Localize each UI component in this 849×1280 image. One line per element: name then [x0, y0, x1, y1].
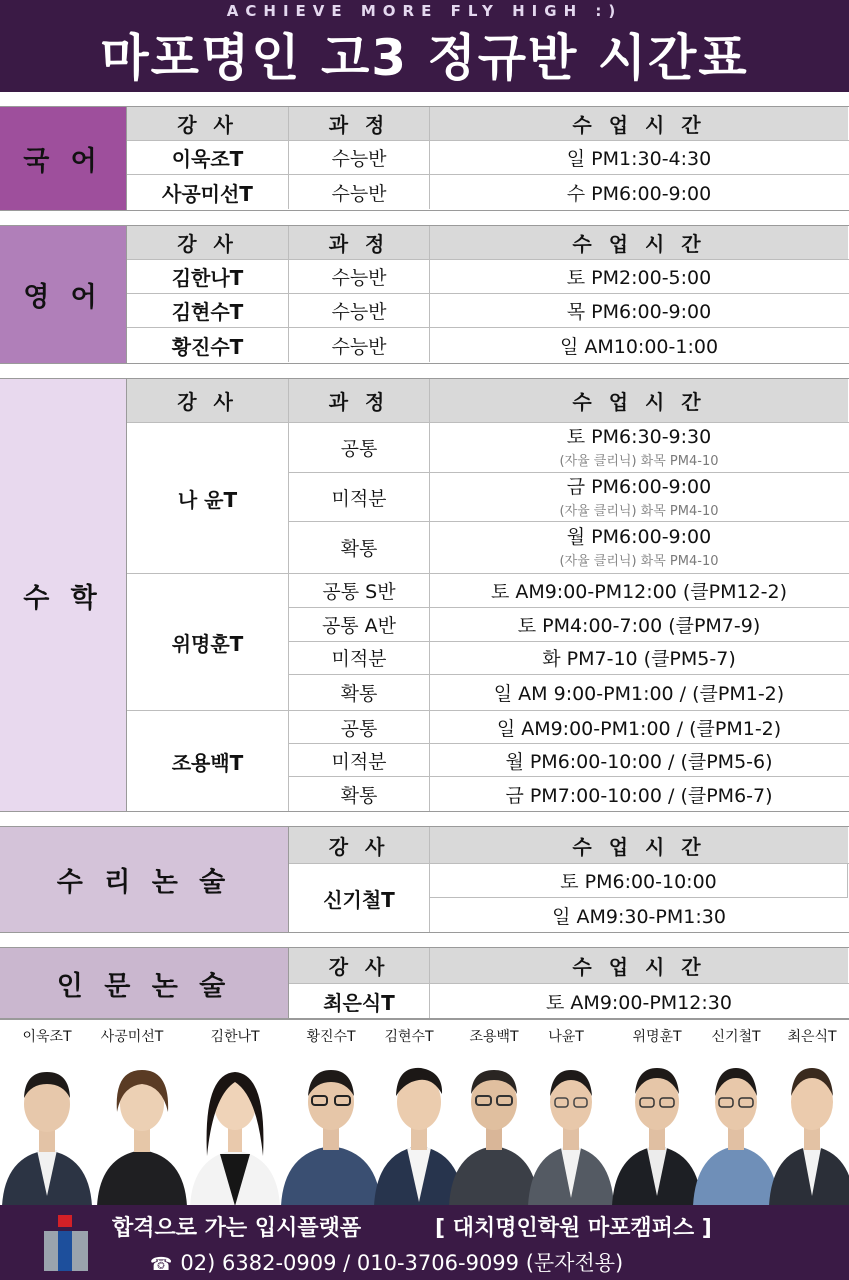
person-icon [0, 1046, 97, 1206]
teacher-photos [0, 1019, 849, 1205]
teacher-photo [289, 1020, 373, 1206]
class-time: 일 AM9:30-PM1:30 [552, 905, 726, 928]
section-korean [0, 106, 849, 211]
subject-korean: 국 어 [0, 107, 127, 210]
class-time: 토 PM6:00-10:00 [430, 864, 848, 898]
section-humanities-essay [0, 947, 849, 1019]
class-time: 토 AM9:00-PM12:00 (클PM12-2) [490, 580, 788, 603]
class-time: 월 PM6:00-10:00 / (클PM5-6) [505, 750, 773, 773]
subject-math-essay: 수 리 논 술 [0, 827, 289, 932]
table-row [289, 984, 849, 1018]
math-group [127, 423, 849, 574]
course-name: 확통 [289, 675, 430, 710]
teacher-photo-name: 이욱조T [22, 1029, 72, 1045]
course-name: 공통 [289, 423, 430, 472]
humanities-essay-table [289, 948, 849, 1018]
math-table [127, 379, 849, 811]
class-time: 토 PM4:00-7:00 (클PM7-9) [517, 614, 761, 637]
footer-phone [150, 1247, 623, 1277]
header-course: 과 정 [289, 226, 430, 259]
course-name: 확통 [289, 522, 430, 573]
table-row [289, 642, 849, 676]
teacher-photo [367, 1020, 451, 1206]
class-time-main: 월 PM6:00-9:00 [566, 526, 712, 549]
section-english [0, 225, 849, 364]
teacher-photo-name: 김한나T [210, 1029, 260, 1045]
class-time: 일 AM9:00-PM1:00 / (클PM1-2) [496, 717, 782, 740]
subject-english: 영 어 [0, 226, 127, 363]
header-time: 수 업 시 간 [430, 107, 848, 140]
course-name: 공통 [289, 711, 430, 743]
table-row [289, 675, 849, 710]
teacher-name: 황진수T [127, 328, 289, 362]
subject-humanities-essay: 인 문 논 술 [0, 948, 289, 1018]
header-teacher: 강 사 [289, 827, 430, 863]
teacher-photo [90, 1020, 174, 1206]
teacher-photo-name: 조용백T [469, 1029, 519, 1045]
teacher-photo-name: 신기철T [711, 1029, 761, 1045]
course-name: 공통 A반 [289, 608, 430, 641]
tagline: ACHIEVE MORE FLY HIGH :) [226, 2, 623, 20]
class-time: 토 PM2:00-5:00 [566, 267, 712, 289]
person-icon [767, 1046, 849, 1206]
table-row [289, 423, 849, 473]
clinic-note: (자율 클리닉) 화목 PM4-10 [559, 453, 719, 469]
page-title: 마포명인 고3 정규반 시간표 [100, 29, 749, 87]
table-row [127, 328, 849, 362]
class-time-main: 금 PM6:00-9:00 [566, 475, 712, 498]
teacher-photo-name: 최은식T [787, 1029, 837, 1045]
header-banner [0, 0, 849, 92]
class-time: 일 AM10:00-1:00 [559, 335, 719, 358]
person-icon [526, 1046, 616, 1206]
teacher-name: 김현수T [127, 294, 289, 327]
teacher-name: 김한나T [127, 260, 289, 293]
footer-banner [0, 1205, 849, 1280]
teacher-photo-name: 나윤T [548, 1029, 584, 1045]
footer-slogan: 합격으로 가는 입시플랫폼 [112, 1216, 362, 1241]
table-row [289, 744, 849, 777]
clinic-note: (자율 클리닉) 화목 PM4-10 [559, 503, 719, 519]
teacher-photo-name: 김현수T [384, 1029, 434, 1045]
clinic-note: (자율 클리닉) 화목 PM4-10 [559, 554, 719, 570]
math-group [127, 711, 849, 811]
class-time: 수 PM6:00-9:00 [566, 182, 712, 205]
person-icon [185, 1046, 285, 1206]
subject-math: 수 학 [0, 379, 127, 811]
teacher-photo-name: 사공미선T [100, 1029, 164, 1045]
teacher-photo-name: 위명훈T [632, 1029, 682, 1045]
header-teacher: 강 사 [127, 379, 289, 422]
course-name: 수능반 [289, 260, 430, 293]
math-group [127, 574, 849, 711]
teacher-name: 사공미선T [127, 175, 289, 209]
footer-campus: [ 대치명인학원 마포캠퍼스 ] [435, 1216, 712, 1241]
teacher-photo [524, 1020, 608, 1206]
teacher-name: 이욱조T [127, 141, 289, 174]
class-time [430, 473, 848, 522]
class-time [430, 522, 848, 573]
table-row [289, 473, 849, 523]
teacher-name: 신기철T [289, 864, 430, 932]
course-name: 미적분 [289, 744, 430, 776]
table-row [127, 141, 849, 175]
teacher-photo [694, 1020, 778, 1206]
course-name: 수능반 [289, 141, 430, 174]
korean-table [127, 107, 849, 210]
course-name: 수능반 [289, 328, 430, 362]
header-teacher: 강 사 [127, 226, 289, 259]
english-table [127, 226, 849, 363]
course-name: 수능반 [289, 294, 430, 327]
class-time: 토 AM9:00-PM12:30 [546, 991, 732, 1014]
teacher-name: 위명훈T [127, 574, 289, 710]
table-row [289, 574, 849, 608]
course-name: 공통 S반 [289, 574, 430, 607]
class-time: 화 PM7-10 (클PM5-7) [542, 648, 736, 671]
header-time: 수 업 시 간 [430, 827, 848, 863]
section-math-essay [0, 826, 849, 933]
header-teacher: 강 사 [289, 948, 430, 983]
class-time: 금 PM7:00-10:00 / (클PM6-7) [505, 784, 773, 807]
teacher-photo [615, 1020, 699, 1206]
teacher-name: 최은식T [289, 984, 430, 1018]
section-math [0, 378, 849, 812]
phone-icon: ☎ [150, 1254, 173, 1275]
class-time [430, 423, 848, 472]
header-time: 수 업 시 간 [430, 948, 848, 983]
class-time-main: 토 PM6:30-9:30 [566, 425, 712, 448]
class-time: 일 PM1:30-4:30 [566, 148, 712, 170]
table-row [127, 260, 849, 294]
header-time: 수 업 시 간 [430, 226, 848, 259]
table-row [127, 175, 849, 209]
course-name: 확통 [289, 777, 430, 811]
table-row [289, 777, 849, 811]
table-row [289, 711, 849, 744]
math-essay-table [289, 827, 849, 932]
header-teacher: 강 사 [127, 107, 289, 140]
teacher-photo-name: 황진수T [306, 1029, 356, 1045]
academy-logo-icon [44, 1215, 88, 1271]
header-time: 수 업 시 간 [430, 379, 848, 422]
table-row [127, 294, 849, 328]
teacher-photo [770, 1020, 849, 1206]
table-row [289, 522, 849, 573]
header-course: 과 정 [289, 379, 430, 422]
phone-number: 02) 6382-0909 / 010-3706-9099 (문자전용) [180, 1251, 624, 1275]
class-time: 일 AM 9:00-PM1:00 / (클PM1-2) [493, 683, 785, 706]
teacher-name: 조용백T [127, 711, 289, 811]
course-name: 미적분 [289, 642, 430, 675]
table-row [289, 608, 849, 642]
class-time: 목 PM6:00-9:00 [566, 301, 712, 323]
teacher-photo [5, 1020, 89, 1206]
course-name: 수능반 [289, 175, 430, 209]
teacher-photo [193, 1020, 277, 1206]
course-name: 미적분 [289, 473, 430, 522]
header-course: 과 정 [289, 107, 430, 140]
teacher-name: 나 윤T [127, 423, 289, 573]
person-icon [92, 1046, 192, 1206]
